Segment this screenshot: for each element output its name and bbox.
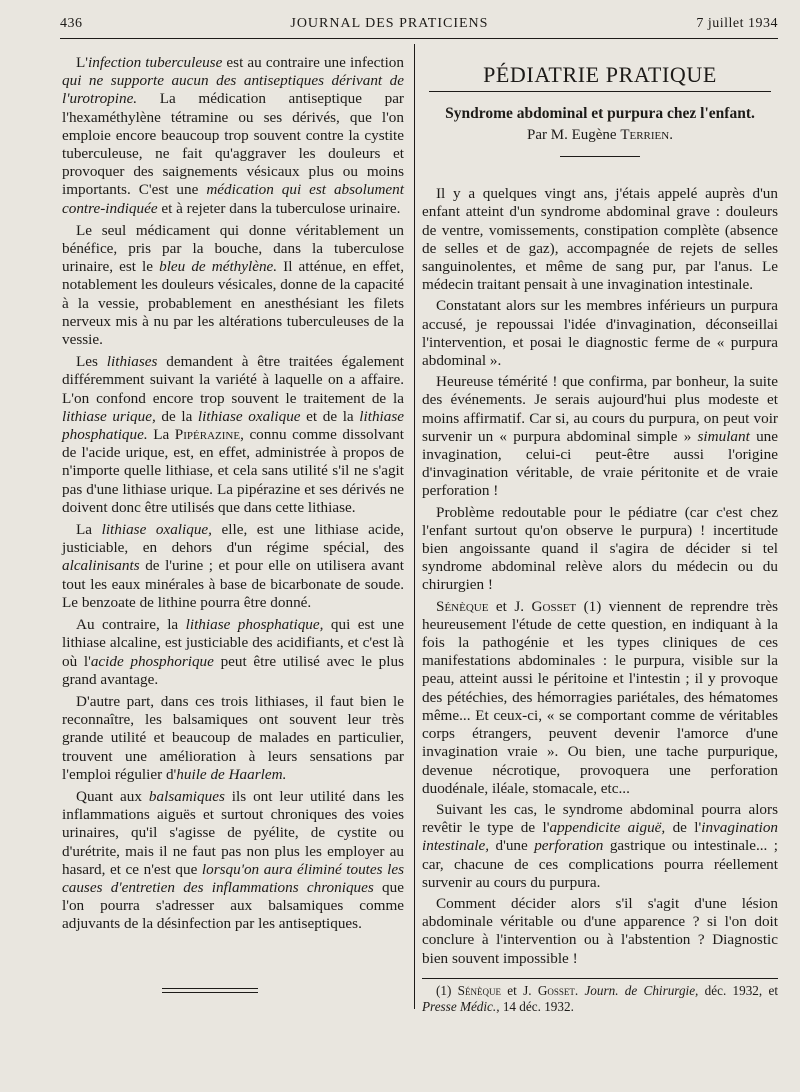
section-rule (429, 91, 771, 92)
paragraph: Problème redoutable pour le pédiatre (car c'est chez l'enfant surtout qu'on observe le purpura) ! incertitude bien angoissante quand il s'agira de décider si tel syndrome abdominal relève alors du médecin ou du chirurgien ! (422, 503, 778, 594)
paragraph: Au contraire, la lithiase phosphatique, qui est une lithiase alcaline, est justiciable des acidifiants, et c'est là où l'acide phosphorique peut être utilisé avec le plus grand avantage. (62, 616, 405, 688)
footnote: (1) Sénèque et J. Gosset. Journ. de Chirurgie, déc. 1932, et Presse Médic., 14 déc. 1932. (422, 982, 779, 1014)
section-title: PÉDIATRIE PRATIQUE (483, 62, 717, 87)
paragraph: Suivant les cas, le syndrome abdominal pourra alors revêtir le type de l'appendicite aiguë, de l'invagination intestinale, d'une perforation gastrique ou intestinale... ; car, chacune de ces complications pourra réellement survenir au cours du purpura. (422, 800, 779, 891)
paragraph: L'infection tuberculeuse est au contraire une infection qui ne supporte aucun des antiseptiques dérivant de l'urotropine. La médication antiseptique par l'hexaméthylène tétramine ou ses dérivés, que l'on emploie encore beaucoup trop souvent contre la cystite tuberculeuse, ne fait qu'aggraver les douleurs et provoquer des saignements vésicaux plus ou moins importants. C'est une médication qui est absolument contre-indiquée et à rejeter dans la tuberculose urinaire. (62, 54, 404, 217)
paragraph: Heureuse témérité ! que confirma, par bonheur, la suite des événements. Je serais aujourd'hui plus modeste et moins affirmatif. Car si, au cours du purpura, on peut voir survenir un « purpura abdominal simple » simulant une invagination, celui-ci peut-être aussi l'origine d'invagination véritable, de vraie péritonite et de vraie perforation ! (422, 373, 778, 500)
paragraph: Les lithiases demandent à être traitées également différemment suivant la variété à laquelle on a affaire. L'on confond encore trop souvent le traitement de la lithiase urique, de la lithiase oxalique et de la lithiase phosphatique. La Pipérazine, connu comme dissolvant de l'acide urique, est, en effet, administrée à propos de n'importe quelle lithiase, et cela sans utilité s'il ne s'agit pas d'une lithiase urique. La pipérazine et ses dérivés ne doivent donc être utilisés que dans cette lithiase. (62, 353, 404, 516)
footnote-rule (422, 978, 778, 979)
byline: Par M. Eugène Terrien. (527, 127, 673, 143)
journal-title: JOURNAL DES PRATICIENS (290, 16, 489, 31)
page-header (60, 16, 778, 38)
right-column (422, 56, 778, 1018)
paragraph: Il y a quelques vingt ans, j'étais appelé auprès d'un enfant atteint d'un syndrome abdominal grave : douleurs de ventre, vomissements, constipation complète (absence de selles et de gaz), accompagnée de rejets de selles sanguinolentes, et même de sang pur, par l'anus. Le médecin traitant pensait à une invagination intestinale. (422, 185, 778, 294)
paragraph: D'autre part, dans ces trois lithiases, il faut bien le reconnaître, les balsamiques ont souvent leur très grande utilité et beaucoup de malades en particulier, trouvent une amélioration à leurs sensations par l'emploi régulier d'huile de Haarlem. (62, 692, 404, 783)
left-column (62, 54, 404, 938)
title-rule (560, 156, 640, 157)
end-of-article-mark (162, 988, 258, 996)
paragraph: Comment décider alors s'il s'agit d'une lésion abdominale véritable ou d'une apparence ? si l'on doit conclure à l'intervention ou à l'abstention ? Diagnostic bien souvent impossible ! (422, 894, 778, 967)
paragraph: Constatant alors sur les membres inférieurs un purpura accusé, je repoussai l'idée d'invagination, déconseillai l'intervention, et posai le diagnostic ferme de « purpura abdominal ». (422, 297, 778, 370)
column-divider (414, 44, 415, 1009)
issue-date: 7 juillet 1934 (696, 16, 778, 31)
paragraph: La lithiase oxalique, elle, est une lithiase acide, justiciable, en dehors d'un régime spécial, des alcalinisants de l'urine ; et pour elle on utilisera avant tout les eaux minérales à base de bicarbonate de soude. Le benzoate de lithine pourra être donné. (62, 521, 404, 611)
article-title: Syndrome abdominal et purpura chez l'enfant. (445, 105, 755, 122)
paragraph: Le seul médicament qui donne véritablement un bénéfice, pris par la bouche, dans la tuberculose urinaire, est le bleu de méthylène. Il atténue, en effet, notablement les douleurs vésicales, donne de la capacité à la vessie, probablement en anesthésiant les filets nerveux mis à nu par les altérations tuberculeuses de la vessie. (62, 221, 404, 349)
paragraph: Quant aux balsamiques ils ont leur utilité dans les inflammations aiguës et surtout chroniques des voies urinaires, qu'il s'agisse de pyélite, de cystite ou d'urétrite, mais il ne faut pas non plus les employer au hasard, et ce n'est que lorsqu'on aura éliminé toutes les causes d'entretien des inflammations chroniques que l'on pourra s'adresser aux balsamiques comme adjuvants de la désinfection par les antiseptiques. (62, 787, 404, 933)
page-number: 436 (60, 16, 83, 31)
paragraph: Sénèque et J. Gosset (1) viennent de reprendre très heureusement l'étude de cette question, en indiquant à la fois la pathogénie et les types cliniques de ces manifestations abdominales : le purpura, visible sur la peau, atteint aussi le péritoine et l'intestin ; il y provoque des pétéchies, des hémorragies pariétales, des hématomes même... Et ceux-ci, « se comportant comme de véritables corps étrangers, peuvent devenir l'amorce d'une invagination vraie ». Ou bien, une tache purpurique, devenue nécrotique, provoquera une perforation duodénale, iléale, stomacale, etc... (422, 597, 778, 797)
header-rule (60, 38, 778, 39)
